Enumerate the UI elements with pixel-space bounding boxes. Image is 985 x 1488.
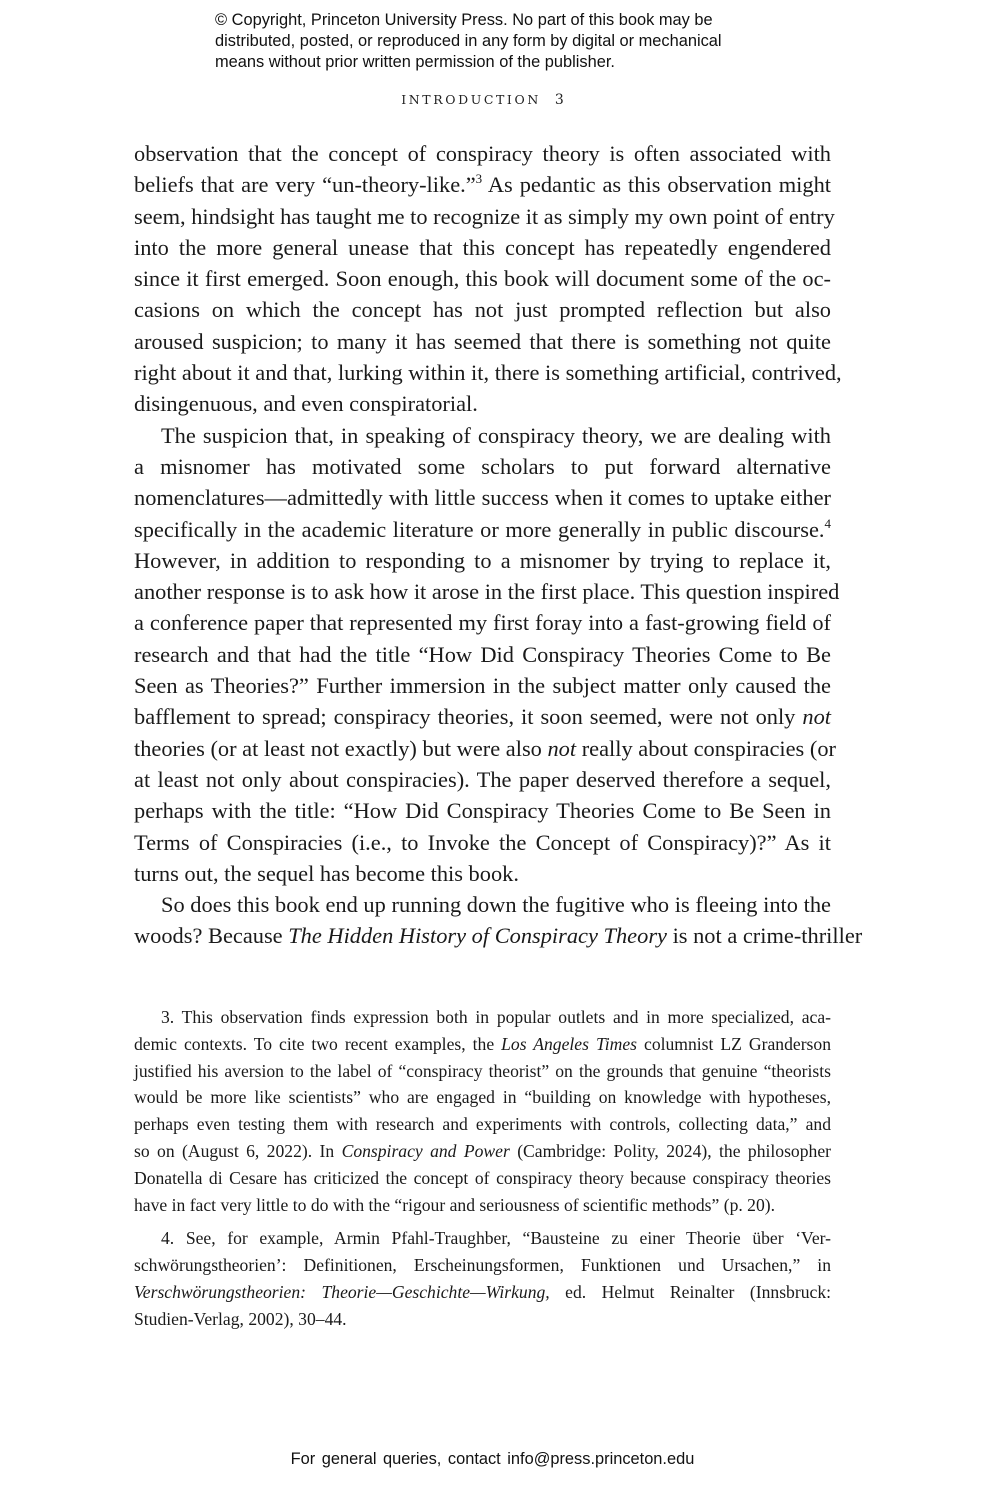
footnote-4-line: Verschwörungstheorien: Theorie—Geschichte—Wirkung, ed. Helmut Reinalter (Innsbruck: [134, 1281, 831, 1302]
body-line: The suspicion that, in speaking of conspiracy theory, we are dealing with [161, 422, 831, 448]
copyright-line: © Copyright, Princeton University Press. No part of this book may be [215, 11, 713, 29]
footnote-4-line: schwörungstheorien’: Definitionen, Erscheinungsformen, Funktionen und Ursachen,” in [134, 1255, 831, 1276]
copyright-line: distributed, posted, or reproduced in any form by digital or mechanical [215, 32, 722, 50]
body-line: disingenuous, and even conspiratorial. [134, 391, 478, 417]
body-line: Terms of Conspiracies (i.e., to Invoke the Concept of Conspiracy)?” As it [134, 829, 831, 855]
footnote-4-line: 4. See, for example, Armin Pfahl-Traughber, “Bausteine zu einer Theorie über ‘Ver- [161, 1228, 831, 1249]
body-line: theories (or at least not exactly) but were also not really about conspiracies (or [134, 735, 836, 761]
body-line: seem, hindsight has taught me to recognize it as simply my own point of entry [134, 203, 835, 229]
footnote-3-line: 3. This observation finds expression both in popular outlets and in more specialized, aca- [161, 1007, 831, 1027]
body-line: turns out, the sequel has become this book. [134, 860, 519, 886]
copyright-line: means without prior written permission of the publisher. [215, 53, 615, 71]
footnote-3-line: justified his aversion to the label of “conspiracy theorist” on the grounds that genuine “theorists [134, 1060, 831, 1081]
body-line: However, in addition to responding to a misnomer by trying to replace it, [134, 547, 831, 573]
body-line: a misnomer has motivated some scholars to put forward alternative [134, 453, 831, 479]
body-line: another response is to ask how it arose in the first place. This question inspired [134, 579, 840, 605]
footnote-ref-3: 3 [475, 171, 483, 187]
footer-contact: For general queries, contact info@press.princeton.edu [290, 1450, 695, 1468]
emphasis: not [802, 704, 831, 730]
body-line: into the more general unease that this concept has repeatedly engendered [134, 234, 831, 260]
body-line: bafflement to spread; conspiracy theories, it soon seemed, were not only not [134, 704, 831, 730]
body-line: So does this book end up running down the fugitive who is fleeing into the [161, 892, 831, 918]
page-number: 3 [554, 92, 564, 108]
body-line: specifically in the academic literature or more generally in public discourse.$^4$ [134, 515, 831, 542]
running-head [134, 92, 831, 108]
footnote-3-line: demic contexts. To cite two recent examples, the Los Angeles Times columnist LZ Granderson [134, 1033, 831, 1054]
body-line: a conference paper that represented my first foray into a fast-growing field of [134, 610, 831, 636]
footnote-3-line: so on (August 6, 2022). In Conspiracy and Power (Cambridge: Polity, 2024), the philosopher [134, 1140, 831, 1161]
body-line: research and that had the title “How Did Conspiracy Theories Come to Be [134, 641, 831, 667]
running-head-title: INTRODUCTION [401, 92, 541, 107]
body-line: since it first emerged. Soon enough, this book will document some of the oc- [134, 266, 831, 292]
footnote-3-line: would be more like scientists” who are engaged in “building on knowledge with hypotheses, [134, 1087, 831, 1108]
body-line: perhaps with the title: “How Did Conspiracy Theories Come to Be Seen in [134, 798, 831, 824]
book-title: The Hidden History of Conspiracy Theory [288, 923, 667, 949]
body-line: Seen as Theories?” Further immersion in the subject matter only caused the [134, 673, 831, 699]
footnote-3-line: have in fact very little to do with the “rigour and seriousness of scientific methods” (p. 20). [134, 1194, 776, 1215]
copyright-notice [215, 10, 815, 73]
footnote-ref-4: 4 [824, 515, 831, 531]
body-line: nomenclatures—admittedly with little success when it comes to uptake either [134, 485, 831, 511]
body-line: right about it and that, lurking within it, there is something artificial, contrived, [134, 360, 842, 386]
footnote-3-line: Donatella di Cesare has criticized the concept of conspiracy theory because conspiracy theories [134, 1167, 831, 1188]
body-line: at least not only about conspiracies). The paper deserved therefore a sequel, [134, 766, 831, 792]
body-line: casions on which the concept has not just prompted reflection but also [134, 297, 831, 323]
footnote-4-line: Studien-Verlag, 2002), 30–44. [134, 1308, 347, 1329]
body-line: aroused suspicion; to many it has seemed that there is something not quite [134, 328, 831, 354]
body-line: beliefs that are very “un-theory-like.”$^3$ As pedantic as this observation might [134, 171, 831, 198]
footnotes [134, 1004, 831, 1333]
footnote-3-line: perhaps even testing them with research and experiments with controls, collecting data,” and [134, 1114, 831, 1135]
emphasis: not [547, 735, 577, 761]
body-line: woods? Because The Hidden History of Conspiracy Theory is not a crime-thriller [134, 923, 863, 949]
body-text [134, 138, 863, 952]
body-line: observation that the concept of conspiracy theory is often associated with [134, 141, 831, 166]
